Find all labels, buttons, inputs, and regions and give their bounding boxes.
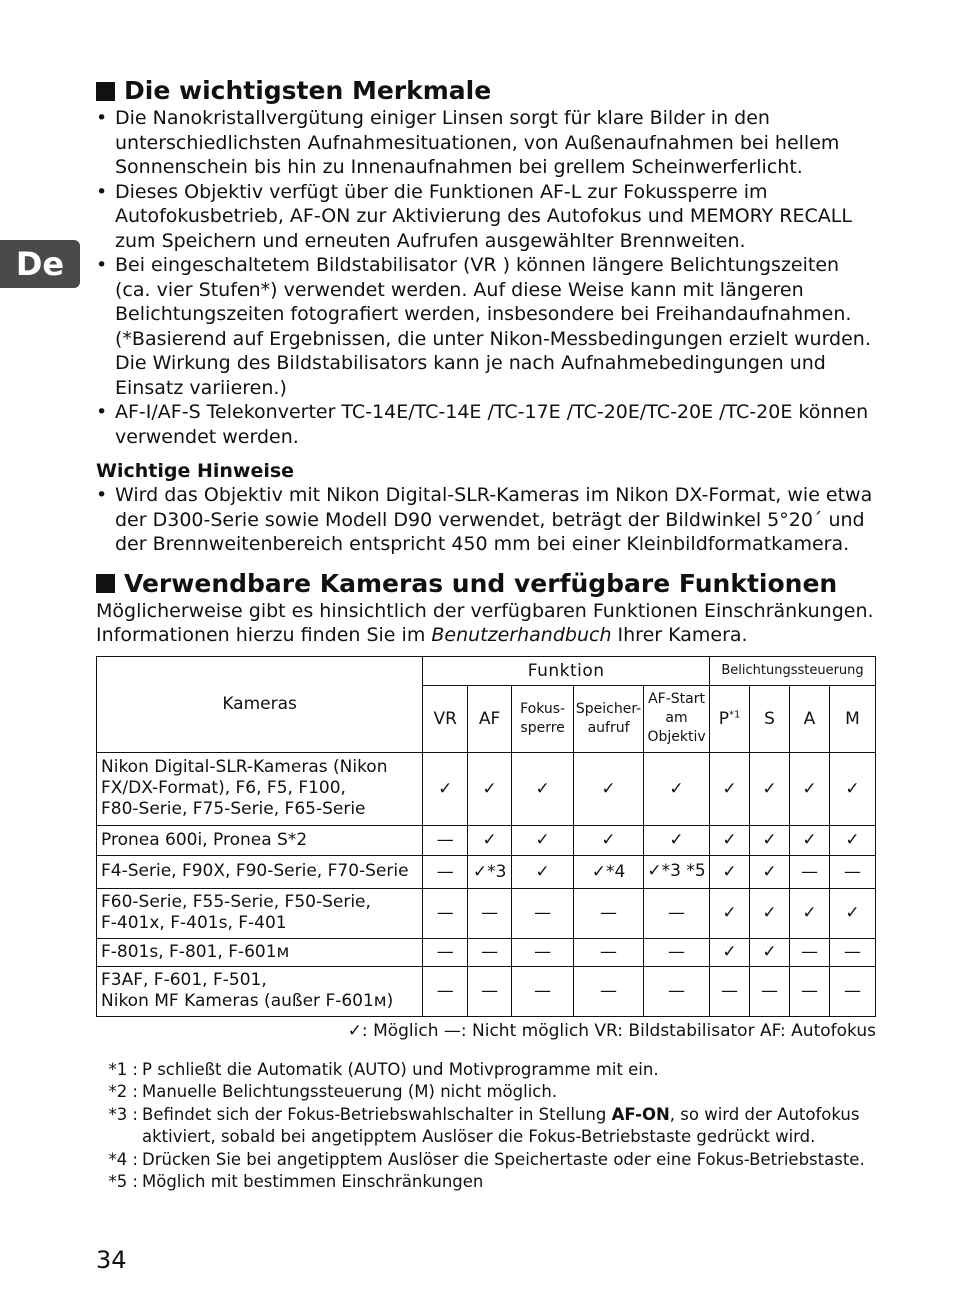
table-cell: — [829,938,875,966]
header-a: A [789,685,829,752]
header-af: AF [468,685,512,752]
table-row [97,825,876,855]
table-row [97,938,876,966]
table-cell: ✓ [644,825,710,855]
table-cell: — [468,966,512,1016]
list-item: • Die Nanokristallvergütung einiger Linsen sorgt für klare Bilder in den unterschiedlichsten Aufnahmesituationen, von Außenaufnahmen bei hellem Sonnenschein bis hin zu Innenaufnahmen bei grellem Scheinwerferlicht. [96,106,876,180]
table-cell: ✓ [750,855,790,888]
table-cell: ✓ [574,752,644,825]
table-cell: ✓ [574,825,644,855]
table-cell: — [423,825,468,855]
table-cell: ✓ [468,752,512,825]
section-intro: Möglicherweise gibt es hinsichtlich der verfügbaren Funktionen Einschränkungen. Informationen hierzu finden Sie im Benutzerhandbuch Ihrer Kamera. [96,599,874,646]
footnote: *1 : P schließt die Automatik (AUTO) und Motivprogramme mit ein. [108,1059,659,1079]
table-cell: — [468,888,512,938]
camera-name: F4-Serie, F90X, F90-Serie, F70-Serie [97,855,423,888]
table-cell: — [423,938,468,966]
notes-heading: Wichtige Hinweise [96,460,295,482]
square-bullet-icon [96,574,115,593]
table-cell: ✓ [750,825,790,855]
footnote: *5 : Möglich mit bestimmen Einschränkungen [108,1172,484,1191]
page-number: 34 [96,1246,127,1274]
table-cell: — [644,966,710,1016]
table-cell: ✓ [710,825,750,855]
table-cell: — [512,966,574,1016]
table-cell: ✓ [829,888,875,938]
table-row [97,752,876,825]
table-cell: ✓ [512,752,574,825]
header-speicheraufruf: Speicher- aufruf [574,685,644,752]
footnotes [96,1059,876,1194]
table-cell: ✓ [750,888,790,938]
section-heading-merkmale: Die wichtigsten Merkmale [96,76,876,106]
notes-list [96,483,876,557]
table-legend: ✓: Möglich —: Nicht möglich VR: Bildstabilisator AF: Autofokus [347,1020,876,1041]
table-cell: ✓ [750,752,790,825]
table-cell: — [423,855,468,888]
header-afstart: AF-Start am Objektiv [644,685,710,752]
header-s: S [750,685,790,752]
table-cell: — [829,855,875,888]
table-cell: ✓ [829,752,875,825]
table-cell: — [789,938,829,966]
table-cell: ✓ [789,825,829,855]
header-vr: VR [423,685,468,752]
table-cell: — [574,888,644,938]
table-cell: ✓ [710,855,750,888]
table-cell: — [789,855,829,888]
table-cell: ✓*3 [468,855,512,888]
footnote: *2 : Manuelle Belichtungssteuerung (M) nicht möglich. [108,1082,558,1101]
table-cell: ✓ [644,752,710,825]
list-item: • Wird das Objektiv mit Nikon Digital-SLR-Kameras im Nikon DX-Format, wie etwa der D300-Serie sowie Modell D90 verwendet, beträgt der Bildwinkel 5°20´ und der Brennweitenbereich entspricht 450 mm bei einer Kleinbildformatkamera. [96,483,876,557]
table-cell: ✓ [789,888,829,938]
header-fokussperre: Fokus- sperre [512,685,574,752]
page-content [96,76,876,1194]
camera-name: F60-Serie, F55-Serie, F50-Serie, F-401x, F-401s, F-401 [97,888,423,938]
table-cell: ✓*3 *5 [644,855,710,888]
camera-name: Nikon Digital-SLR-Kameras (Nikon FX/DX-Format), F6, F5, F100, F80-Serie, F75-Serie, F65-Serie [97,752,423,825]
footnote: *4 : Drücken Sie bei angetipptem Auslöser die Speichertaste oder eine Fokus-Betriebstaste. [108,1149,865,1169]
table-cell: — [644,938,710,966]
table-cell: ✓ [710,752,750,825]
table-row [97,855,876,888]
header-m: M [829,685,875,752]
camera-name: F3AF, F-601, F-501, Nikon MF Kameras (außer F-601м) [97,966,423,1016]
table-cell: ✓ [710,938,750,966]
list-item: • AF-I/AF-S Telekonverter TC-14E/TC-14E /TC-17E /TC-20E/TC-20E /TC-20E können verwendet werden. [96,400,876,449]
list-item: • Bei eingeschaltetem Bildstabilisator (VR ) können längere Belichtungszeiten (ca. vier Stufen*) verwendet werden. Auf diese Weise kann mit längeren Belichtungszeiten fotografiert werden, insbesondere bei Freihandaufnahmen. (*Basierend auf Ergebnissen, die unter Nikon-Messbedingungen erzielt wurden. Die Wirkung des Bildstabilisators kann je nach Aufnahmebedingungen und Einsatz variieren.) [96,253,876,400]
table-cell: ✓ [512,825,574,855]
header-cameras: Kameras [97,656,423,752]
list-item: • Dieses Objektiv verfügt über die Funktionen AF-L zur Fokussperre im Autofokusbetrieb, AF-ON zur Aktivierung des Autofokus und MEMORY RECALL zum Speichern und erneuten Aufrufen ausgewählter Brennweiten. [96,180,876,254]
table-cell: — [710,966,750,1016]
table-cell: — [574,938,644,966]
table-cell: — [789,966,829,1016]
table-cell: ✓ [829,825,875,855]
table-cell: ✓ [512,855,574,888]
header-belichtung: Belichtungssteuerung [710,656,876,685]
table-cell: — [750,966,790,1016]
header-funktion: Funktion [423,656,710,685]
table-cell: ✓ [423,752,468,825]
square-bullet-icon [96,82,115,101]
compatibility-table [96,656,876,1017]
table-cell: — [512,938,574,966]
table-cell: — [512,888,574,938]
table-cell: — [423,966,468,1016]
table-row [97,888,876,938]
table-row [97,966,876,1016]
table-cell: ✓ [468,825,512,855]
table-cell: ✓ [750,938,790,966]
table-cell: ✓ [710,888,750,938]
table-cell: — [468,938,512,966]
table-cell: — [574,966,644,1016]
camera-name: Pronea 600i, Pronea S*2 [97,825,423,855]
feature-list [96,106,876,449]
table-cell: — [423,888,468,938]
camera-name: F-801s, F-801, F-601м [97,938,423,966]
header-p: $P^{*1}$ [710,685,750,752]
table-cell: ✓ [789,752,829,825]
table-cell: — [644,888,710,938]
table-cell: — [829,966,875,1016]
language-tab: De [0,240,80,288]
table-cell: ✓*4 [574,855,644,888]
section-heading-kameras: Verwendbare Kameras und verfügbare Funktionen [96,569,876,599]
footnote: *3 : Befindet sich der Fokus-Betriebswahlschalter in Stellung AF-ON, so wird der Autofokus aktiviert, sobald bei angetipptem Auslöser die Fokus-Betriebstaste gedrückt wird. [108,1104,860,1146]
